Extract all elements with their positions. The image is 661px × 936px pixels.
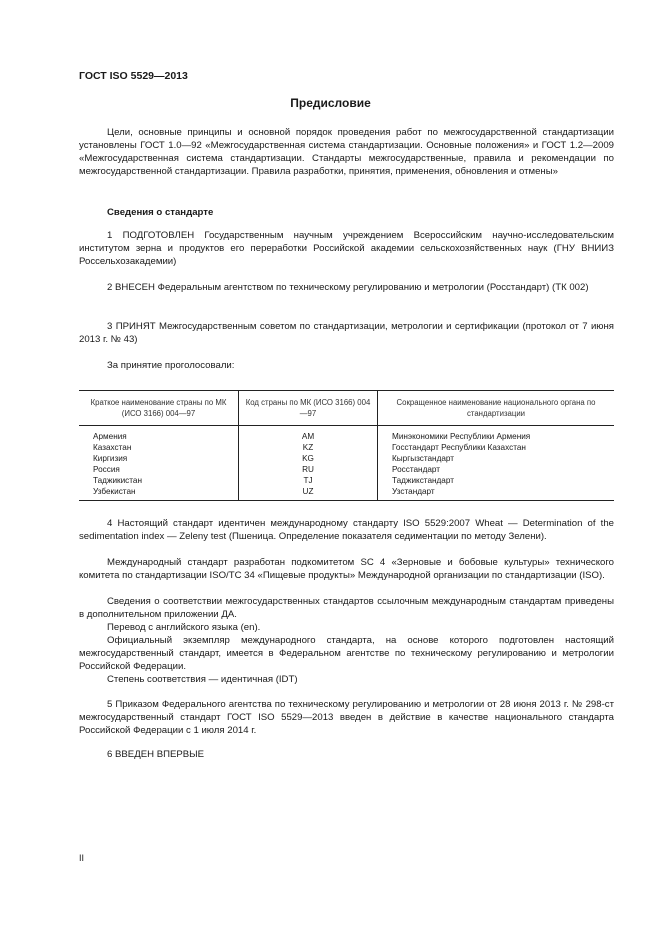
item-5-paragraph: 5 Приказом Федерального агентства по техническому регулированию и метрологии от 28 июня 2013 г. № 298-ст межгосударственный стандарт ГОСТ ISO 5529—2013 введен в действие в качестве национального стандарта Российской Федерации с 1 июля 2014 г. [79, 699, 614, 736]
table-cell-country: Узбекистан [79, 486, 239, 501]
page-number: II [79, 853, 85, 863]
table-cell-code: TJ [239, 475, 378, 486]
table-row [79, 475, 614, 486]
item-4-subcommittee-paragraph: Международный стандарт разработан подкомитетом SC 4 «Зерновые и бобовые культуры» технического комитета по стандартизации ISO/TC 34 «Пищевые продукты» Международной организации по стандартизации (ISO). [79, 557, 614, 581]
item-4-references-paragraph: Сведения о соответствии межгосударственных стандартов ссылочным международным стандартам приведены в дополнительном приложении ДА. [79, 596, 614, 620]
table-cell-country: Таджикистан [93, 476, 142, 485]
table-cell-country: Киргизия [93, 454, 128, 463]
table-header-country: Краткое наименование страны по МК (ИСО 3166) 004—97 [79, 391, 239, 426]
voting-table [79, 390, 614, 501]
item-1-paragraph: 1 ПОДГОТОВЛЕН Государственным научным учреждением Всероссийским научно-исследовательским институтом зерна и продуктов его переработки Российской академии сельскохозяйственных наук (ГНУ ВНИИЗ Россельхозакадемии) [79, 230, 614, 267]
item-4-paragraph: 4 Настоящий стандарт идентичен международному стандарту ISO 5529:2007 Wheat — Determination of the sedimentation index — Zeleny test (Пшеница. Определение показателя седиментации по методу Зелени). [79, 518, 614, 542]
table-cell-code: UZ [239, 486, 378, 501]
table-row [79, 442, 614, 453]
table-cell-body: Кыргызстандарт [378, 453, 615, 464]
item-4-conformity-paragraph: Степень соответствия — идентичная (IDT) [107, 674, 298, 685]
item-4-official-copy-paragraph: Официальный экземпляр международного стандарта, на основе которого подготовлен настоящий межгосударственный стандарт, имеется в Федеральном агентстве по техническому регулированию и метрологии Российской Федерации. [79, 635, 614, 672]
table-row [79, 486, 614, 501]
table-cell-country: Армения [93, 432, 127, 441]
table-cell-body: Таджикстандарт [378, 475, 615, 486]
table-cell-code: KZ [239, 442, 378, 453]
item-3-paragraph: 3 ПРИНЯТ Межгосударственным советом по стандартизации, метрологии и сертификации (протокол от 7 июня 2013 г. № 43) [79, 321, 614, 345]
standard-info-heading: Сведения о стандарте [107, 207, 214, 218]
table-row [79, 426, 614, 443]
table-header-row [79, 391, 614, 426]
table-cell-country: Казахстан [93, 443, 132, 452]
table-row [79, 453, 614, 464]
intro-paragraph: Цели, основные принципы и основной порядок проведения работ по межгосударственной стандартизации установлены ГОСТ 1.0—92 «Межгосударственная система стандартизации. Основные положения» и ГОСТ 1.2—2009 «Межгосударственная система стандартизации. Стандарты межгосударственные, правила и рекомендации по межгосударственной стандартизации. Правила разработки, принятия, применения, обновления и отмены» [79, 127, 614, 177]
table-cell-code: AM [239, 426, 378, 443]
table-cell-code: RU [239, 464, 378, 475]
item-4-translation-paragraph: Перевод с английского языка (en). [107, 622, 261, 633]
document-header: ГОСТ ISO 5529—2013 [79, 70, 188, 82]
item-2-paragraph: 2 ВНЕСЕН Федеральным агентством по техническому регулированию и метрологии (Росстандарт) (ТК 002) [107, 282, 589, 293]
table-cell-body: Узстандарт [378, 486, 615, 501]
voted-label: За принятие проголосовали: [107, 360, 235, 371]
table-cell-body: Минэкономики Республики Армения [378, 426, 615, 443]
table-cell-body: Росстандарт [378, 464, 615, 475]
table-header-code: Код страны по МК (ИСО 3166) 004—97 [239, 391, 378, 426]
page-title: Предисловие [290, 96, 371, 110]
table-cell-code: KG [239, 453, 378, 464]
table-row [79, 464, 614, 475]
table-header-body: Сокращенное наименование национального органа по стандартизации [378, 391, 615, 426]
table-cell-country: Россия [93, 465, 120, 474]
item-6-paragraph: 6 ВВЕДЕН ВПЕРВЫЕ [107, 749, 205, 760]
table-cell-body: Госстандарт Республики Казахстан [378, 442, 615, 453]
